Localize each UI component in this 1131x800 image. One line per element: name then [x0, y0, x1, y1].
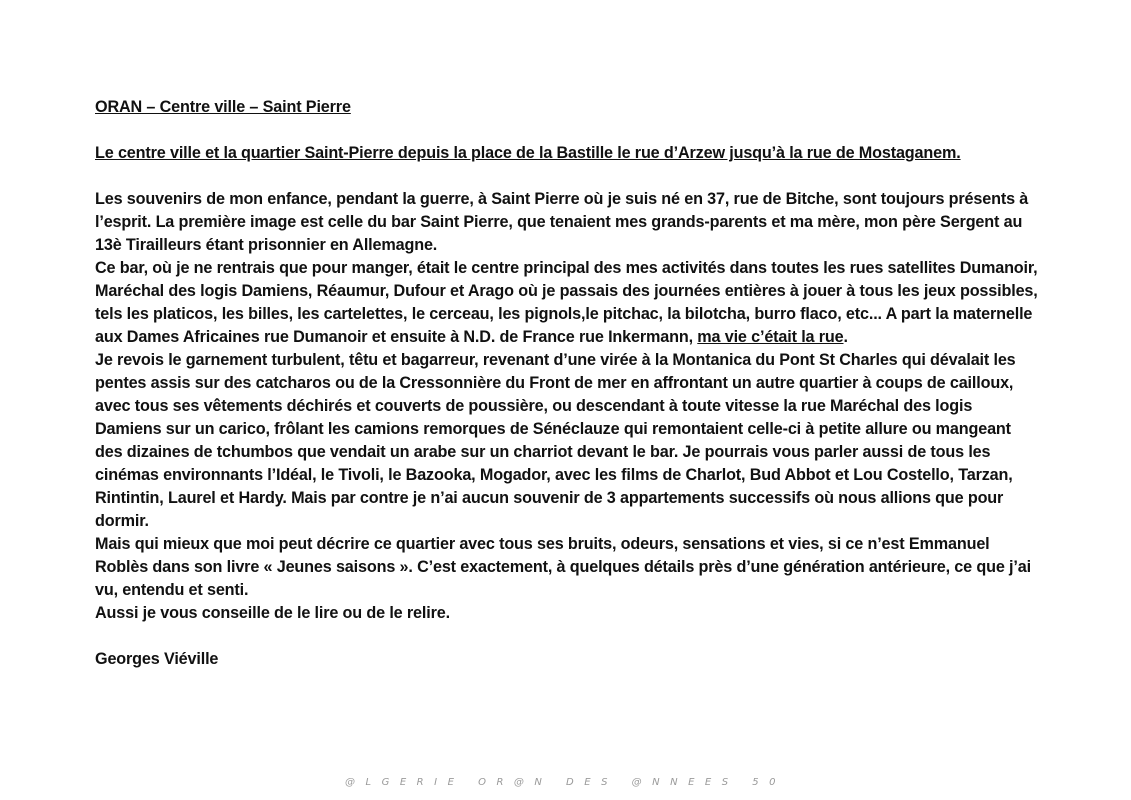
paragraph-4: Mais qui mieux que moi peut décrire ce quartier avec tous ses bruits, odeurs, sensations et vies, si ce n’est Emmanuel Roblès dans son livre « Jeunes saisons ». C’est exactement, à quelques détails près d’une génération antérieure, ce que j’ai vu, entendu et senti. — [95, 535, 1031, 599]
page-footer: @LGERIE OR@N DES @NNEES 50 — [345, 777, 786, 788]
paragraph-2-emphasis: ma vie c’était la rue — [697, 328, 844, 346]
paragraph-1: Les souvenirs de mon enfance, pendant la guerre, à Saint Pierre où je suis né en 37, rue de Bitche, sont toujours présents à l’esprit. La première image est celle du bar Saint Pierre, que tenaient mes grands-parents et ma mère, mon père Sergent au 13è Tirailleurs étant prisonnier en Allemagne. — [95, 190, 1029, 254]
paragraph-5: Aussi je vous conseille de le lire ou de le relire. — [95, 604, 450, 622]
paragraph-2 — [95, 257, 1040, 349]
author-signature: Georges Viéville — [95, 650, 219, 668]
paragraph-3: Je revois le garnement turbulent, têtu et bagarreur, revenant d’une virée à la Montanica du Pont St Charles qui dévalait les pentes assis sur des catcharos ou de la Cressonnière du Front de mer en affrontant un autre quartier à coups de cailloux, avec tous ses vêtements déchirés et couverts de poussière, ou descendant à toute vitesse la rue Maréchal des logis Damiens sur un carico, frôlant les camions remorques de Sénéclauze qui remontaient celle-ci à petite allure ou mangeant des dizaines de tchumbos que vendait un arabe sur un charriot devant le bar. Je pourrais vous parler aussi de tous les cinémas environnants l’Idéal, le Tivoli, le Bazooka, Mogador, avec les films de Charlot, Bud Abbot et Lou Costello, Tarzan, Rintintin, Laurel et Hardy. Mais par contre je n’ai aucun souvenir de 3 appartements successifs où nous allions que pour dormir. — [95, 351, 1016, 530]
paragraph-2-text: Ce bar, où je ne rentrais que pour manger, était le centre principal des mes activités dans toutes les rues satellites Dumanoir, Maréchal des logis Damiens, Réaumur, Dufour et Arago où je passais des journées entières à jouer à tous les jeux possibles, tels les platicos, les billes, les cartelettes, le cerceau, les pignols,le pitchac, la bilotcha, burro flaco, etc... A part la maternelle aux Dames Africaines rue Dumanoir et ensuite à N.D. de France rue Inkermann, — [95, 259, 1038, 346]
document-title: ORAN – Centre ville – Saint Pierre — [95, 98, 351, 116]
document-body — [95, 188, 1040, 625]
paragraph-2-end: . — [843, 328, 848, 346]
document-subtitle: Le centre ville et la quartier Saint-Pierre depuis la place de la Bastille le rue d’Arzew jusqu’à la rue de Mostaganem. — [95, 144, 961, 162]
document-content — [95, 96, 1040, 671]
